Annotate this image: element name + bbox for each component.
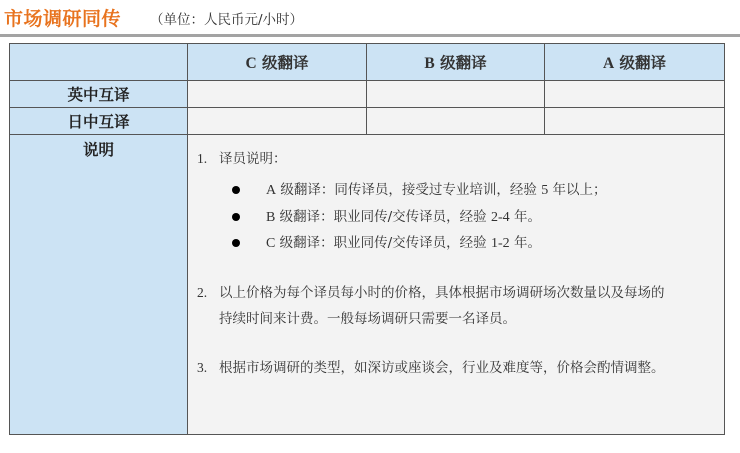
- header-c-label: 级翻译: [256, 54, 309, 72]
- bullet-icon: [232, 213, 240, 221]
- bullet-icon: [232, 239, 240, 247]
- note-item-2-cont: [197, 311, 516, 327]
- note-item-2: [197, 285, 665, 301]
- bullet-a-level: A 级翻译：同传译员，接受过专业培训，经验 5 年以上；: [266, 182, 607, 198]
- header-c-level: [188, 44, 367, 81]
- header-b-label: 级翻译: [434, 54, 487, 72]
- price-cell-ja-zh-c: [188, 108, 367, 135]
- header-b-letter: B: [424, 55, 435, 72]
- notes-cell: [188, 135, 725, 435]
- header-a-letter: A: [602, 55, 615, 72]
- title-bar: [0, 0, 740, 38]
- price-cell-ja-zh-b: [367, 108, 545, 135]
- title-divider: [0, 34, 740, 37]
- note-item-2-line1: 以上价格为每个译员每小时的价格，具体根据市场调研场次数量以及每场的: [219, 285, 665, 301]
- price-table: [9, 43, 725, 435]
- header-a-label: 级翻译: [614, 54, 667, 72]
- price-cell-en-zh-a: [545, 81, 725, 108]
- note-item-3: [197, 360, 665, 376]
- row-label-ja-zh: 日中互译: [10, 108, 188, 135]
- page-title: 市场调研同传: [4, 8, 122, 30]
- header-b-level: [367, 44, 545, 81]
- bullet-b-level: B 级翻译：职业同传/交传译员，经验 2-4 年。: [266, 209, 541, 225]
- note-item-1-number: 1.: [197, 151, 208, 166]
- note-item-1-text: 译员说明：: [219, 151, 287, 167]
- note-item-1: [197, 151, 287, 167]
- row-label-en-zh: 英中互译: [10, 81, 188, 108]
- header-a-level: [545, 44, 725, 81]
- header-c-letter: C: [245, 55, 257, 72]
- table-row: [10, 81, 725, 108]
- bullet-icon: [232, 186, 240, 194]
- price-cell-ja-zh-a: [545, 108, 725, 135]
- table-row: [10, 108, 725, 135]
- note-item-3-text: 根据市场调研的类型，如深访或座谈会，行业及难度等，价格会酌情调整。: [219, 360, 665, 376]
- price-cell-en-zh-b: [367, 81, 545, 108]
- notes-row: [10, 135, 725, 435]
- note-item-3-number: 3.: [197, 360, 208, 375]
- notes-label: 说明: [10, 135, 188, 435]
- note-item-2-number: 2.: [197, 285, 208, 300]
- table-header-row: [10, 44, 725, 81]
- note-item-2-line2: 持续时间来计费。一般每场调研只需要一名译员。: [219, 311, 516, 327]
- bullet-c-level: C 级翻译：职业同传/交传译员，经验 1-2 年。: [266, 235, 541, 251]
- price-cell-en-zh-c: [188, 81, 367, 108]
- unit-note: （单位：人民币元/小时）: [150, 12, 304, 28]
- corner-cell: [10, 44, 188, 81]
